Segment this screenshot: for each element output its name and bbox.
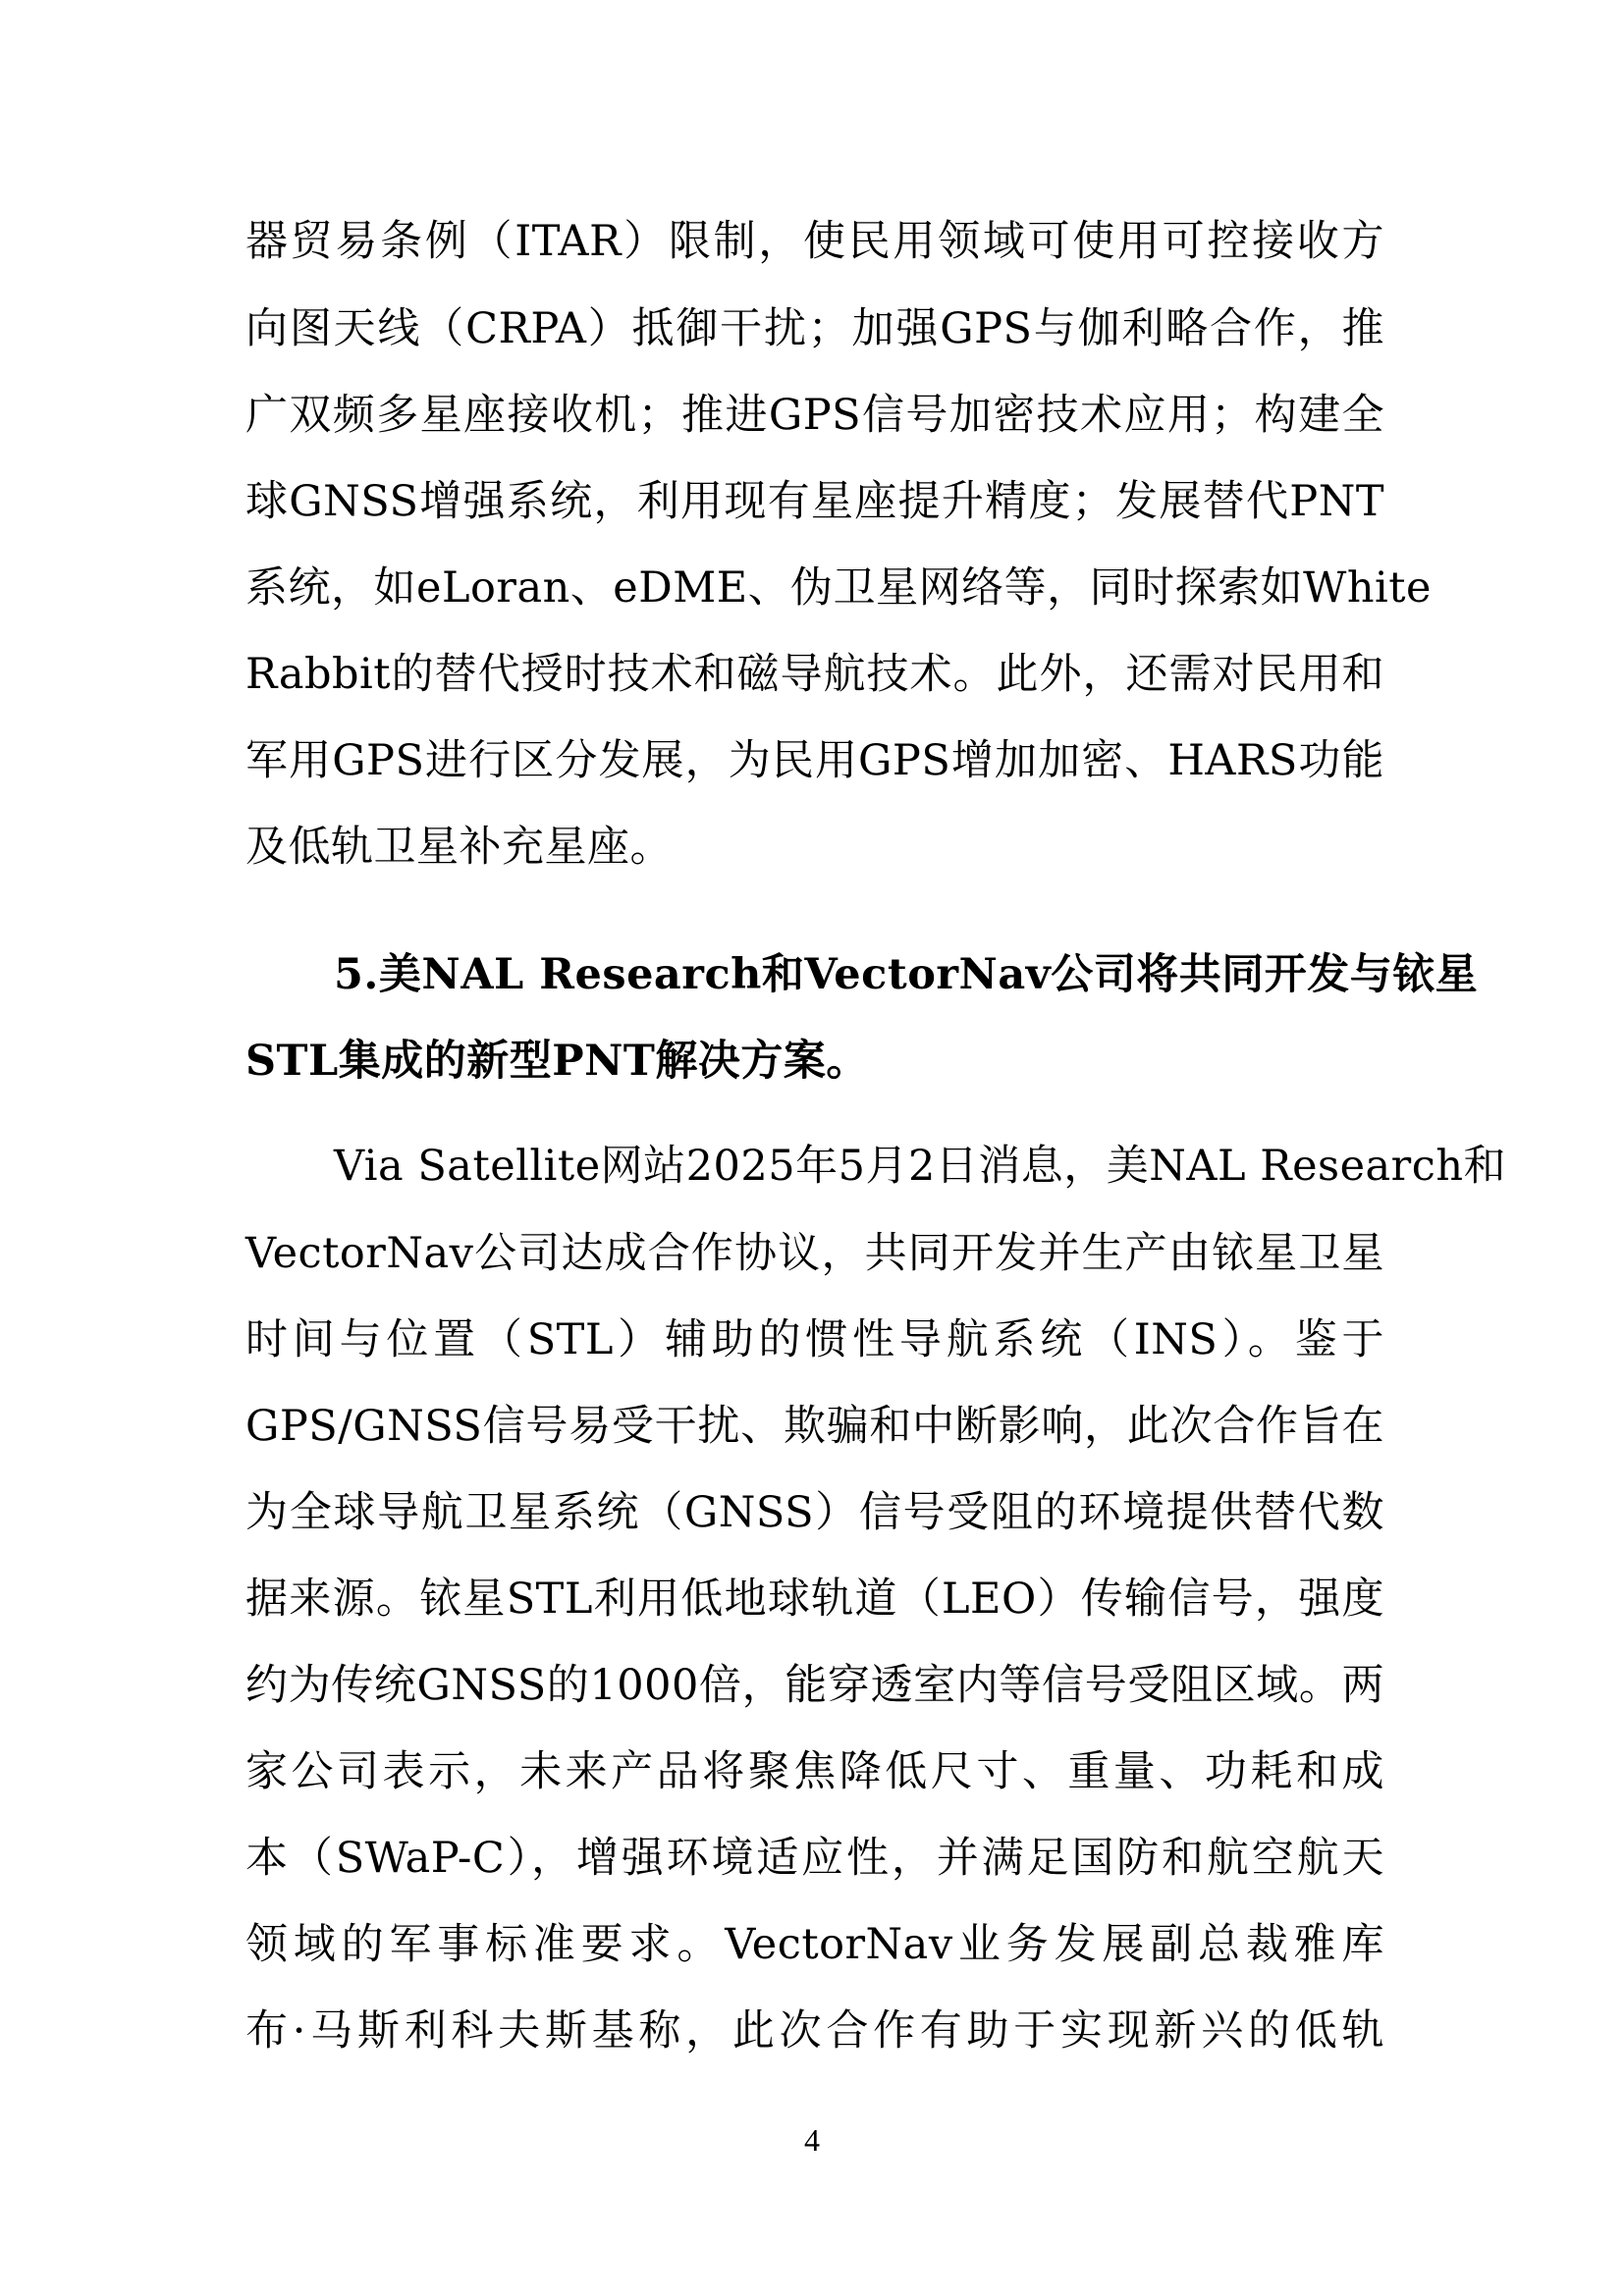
paragraph-line: 向图天线（CRPA）抵御干扰；加强GPS与伽利略合作，推 [245, 304, 1384, 353]
paragraph-line: 本（SWaP-C），增强环境适应性，并满足国防和航空航天 [245, 1834, 1384, 1883]
paragraph-line: GPS/GNSS信号易受干扰、欺骗和中断影响，此次合作旨在 [245, 1402, 1384, 1451]
heading-line: STL集成的新型PNT解决方案。 [245, 1037, 869, 1086]
paragraph-line: 广双频多星座接收机；推进GPS信号加密技术应用；构建全 [245, 391, 1384, 440]
paragraph-line: VectorNav公司达成合作协议，共同开发并生产由铱星卫星 [245, 1229, 1384, 1278]
paragraph-line: 球GNSS增强系统，利用现有星座提升精度；发展替代PNT [245, 477, 1384, 526]
paragraph-line: 家公司表示，未来产品将聚焦降低尺寸、重量、功耗和成 [245, 1747, 1384, 1796]
page-number: 4 [804, 2122, 820, 2158]
paragraph-line: 及低轨卫星补充星座。 [245, 823, 673, 872]
paragraph-line: 时间与位置（STL）辅助的惯性导航系统（INS）。鉴于 [245, 1315, 1384, 1364]
paragraph-line: 为全球导航卫星系统（GNSS）信号受阻的环境提供替代数 [245, 1488, 1384, 1537]
paragraph-line: 系统，如eLoran、eDME、伪卫星网络等，同时探索如White [245, 563, 1432, 613]
paragraph-line: 布·马斯利科夫斯基称，此次合作有助于实现新兴的低轨 [245, 2006, 1384, 2056]
paragraph-line: Rabbit的替代授时技术和磁导航技术。此外，还需对民用和 [245, 650, 1384, 699]
heading-line: 5.美NAL Research和VectorNav公司将共同开发与铱星 [334, 950, 1479, 999]
paragraph-line: 约为传统GNSS的1000倍，能穿透室内等信号受阻区域。两 [245, 1661, 1384, 1710]
paragraph-line: 器贸易条例（ITAR）限制，使民用领域可使用可控接收方 [245, 217, 1384, 266]
paragraph-line: 军用GPS进行区分发展，为民用GPS增加加密、HARS功能 [245, 736, 1384, 785]
paragraph-line: Via Satellite网站2025年5月2日消息，美NAL Research和 [334, 1142, 1507, 1191]
paragraph-line: 领域的军事标准要求。VectorNav业务发展副总裁雅库 [245, 1920, 1384, 1969]
paragraph-line: 据来源。铱星STL利用低地球轨道（LEO）传输信号，强度 [245, 1575, 1384, 1624]
